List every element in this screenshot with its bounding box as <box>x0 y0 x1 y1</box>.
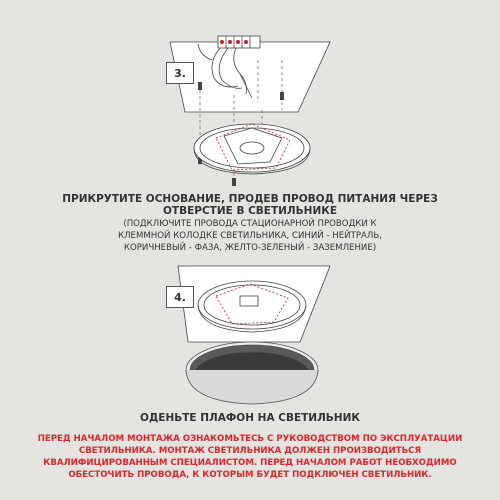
step3-instruction-line1: ПРИКРУТИТЕ ОСНОВАНИЕ, ПРОДЕВ ПРОВОД ПИТАНИЯ ЧЕРЕЗ <box>62 193 438 205</box>
warning-line4: ОБЕСТОЧИТЬ ПРОВОДА, К КОТОРЫМ БУДЕТ ПОДКЛЮЧЕН СВЕТИЛЬНИК. <box>68 470 432 480</box>
warning-line3: КВАЛИФИЦИРОВАННЫМ СПЕЦИАЛИСТОМ. ПЕРЕД НАЧАЛОМ РАБОТ НЕОБХОДИМО <box>43 458 457 468</box>
step4-instruction: ОДЕНЬТЕ ПЛАФОН НА СВЕТИЛЬНИК <box>140 412 360 424</box>
step3-instruction-line2: ОТВЕРСТИЕ В СВЕТИЛЬНИКЕ <box>163 205 337 217</box>
step3-note-line1: (ПОДКЛЮЧИТЕ ПРОВОДА СТАЦИОНАРНОЙ ПРОВОДКИ К <box>123 219 377 229</box>
warning-line2: СВЕТИЛЬНИКА. МОНТАЖ СВЕТИЛЬНИКА ДОЛЖЕН ПРОИЗВОДИТЬСЯ <box>78 446 422 456</box>
step-number-4: 4. <box>166 286 194 308</box>
luminaire-base-step3 <box>194 124 310 174</box>
diffuser-dome <box>186 342 318 404</box>
ceiling-plane-step3 <box>170 42 330 112</box>
step3-note-line2: КЛЕММНОЙ КОЛОДКЕ СВЕТИЛЬНИКА, СИНИЙ - НЕЙТРАЛЬ, <box>117 231 382 241</box>
warning-line1: ПЕРЕД НАЧАЛОМ МОНТАЖА ОЗНАКОМЬТЕСЬ С РУКОВОДСТВОМ ПО ЭКСПЛУАТАЦИИ <box>37 434 463 444</box>
step-number-3: 3. <box>166 62 194 84</box>
step3-note-line3: КОРИЧНЕВЫЙ - ФАЗА, ЖЕЛТО-ЗЕЛЕНЫЙ - ЗАЗЕМЛЕНИЕ) <box>123 243 377 253</box>
